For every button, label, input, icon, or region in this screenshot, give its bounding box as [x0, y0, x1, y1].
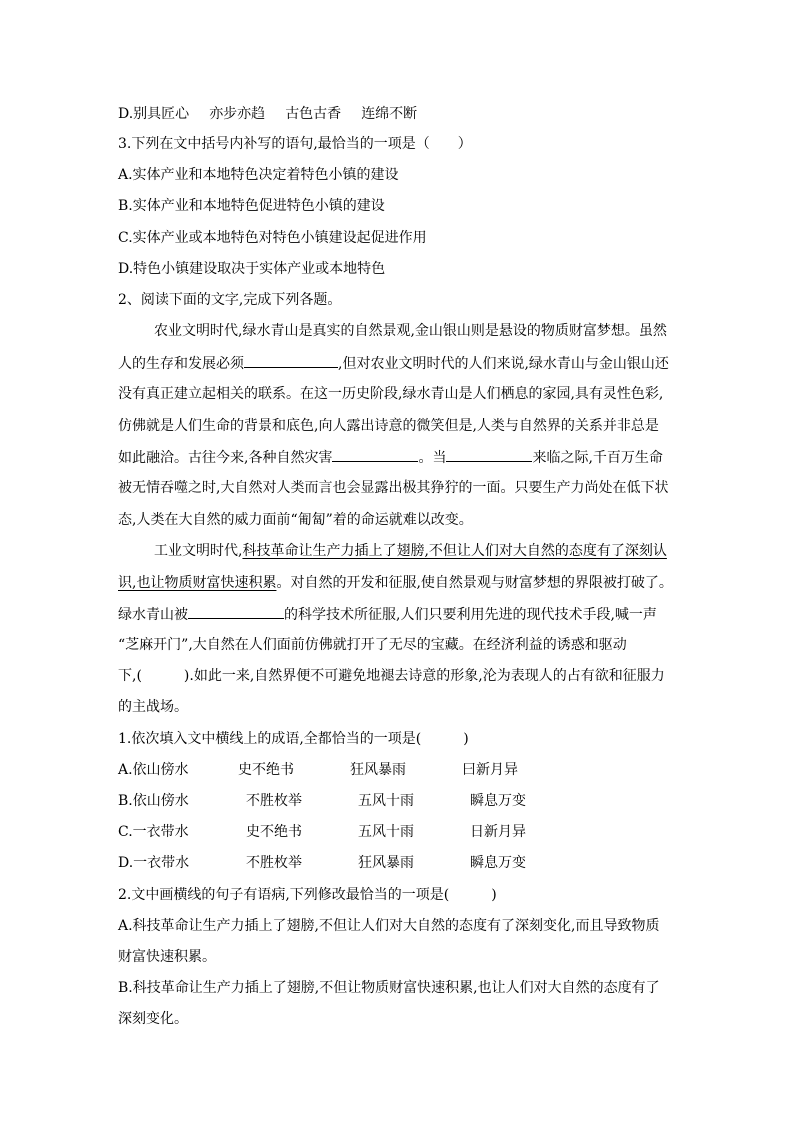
option-idiom: 瞬息万变 — [470, 855, 526, 871]
q1-option-b — [118, 791, 526, 811]
q2-option-b-line-2: 深刻变化。 — [118, 1011, 188, 1027]
q1-option-a — [118, 760, 518, 780]
option-d-2: 亦步亦趋 — [209, 106, 266, 122]
paragraph-2-line-5: 下,( ).如此一来,自然界便不可避免地褪去诗意的形象,沦为表现人的占有欲和征服力 — [118, 668, 665, 684]
paragraph-1-line-3: 没有真正建立起相关的联系。在这一历史阶段,绿水青山是人们栖息的家园,具有灵性色彩, — [118, 386, 664, 402]
text-segment: 人的生存和发展必须 — [118, 356, 244, 372]
q3-option-a: A.实体产业和本地特色决定着特色小镇的建设 — [118, 167, 399, 183]
paragraph-1-line-2 — [118, 353, 669, 374]
text-segment: 如此融洽。古往今来,各种自然灾害 — [118, 450, 333, 466]
text-segment: ,但对农业文明时代的人们来说,绿水青山与金山银山还 — [338, 356, 669, 372]
option-idiom: 曰新月异 — [462, 762, 518, 778]
q3-option-c: C.实体产业或本地特色对特色小镇建设起促进作用 — [118, 230, 427, 246]
option-idiom: 史不绝书 — [238, 762, 294, 778]
paragraph-1-line-4: 仿佛就是人们生命的背景和底色,向人露出诗意的微笑但是,人类与自然界的关系并非总是 — [118, 418, 659, 434]
paragraph-2-line-6: 的主战场。 — [118, 699, 188, 715]
paragraph-1-line-7: 态,人类在大自然的威力面前“匍匐”着的命运就难以改变。 — [118, 512, 473, 528]
paragraph-1-line-5 — [118, 447, 663, 468]
paragraph-1-line-1: 农业文明时代,绿水青山是真实的自然景观,金山银山则是悬设的物质财富梦想。虽然 — [154, 323, 667, 339]
text-segment: 来临之际,千百万生命 — [532, 450, 663, 466]
question-3: 3.下列在文中括号内补写的语句,最恰当的一项是（ ） — [118, 136, 472, 152]
option-idiom: C.一衣带水 — [118, 824, 189, 840]
option-idiom: B.依山傍水 — [118, 793, 189, 809]
question-2: 2.文中画横线的句子有语病,下列修改最恰当的一项是( ) — [118, 887, 497, 903]
option-idiom: 狂风暴雨 — [358, 855, 414, 871]
paragraph-2-line-1 — [154, 541, 667, 561]
option-idiom: 瞬息万变 — [470, 793, 526, 809]
option-idiom: 史不绝书 — [246, 824, 302, 840]
option-d-4: 连绵不断 — [361, 106, 418, 122]
text-segment: 。当 — [418, 450, 447, 466]
q2-option-b-line-1: B.科技革命让生产力插上了翅膀,不但让物质财富快速积累,也让人们对大自然的态度有了 — [118, 980, 660, 996]
option-idiom: A.依山傍水 — [118, 762, 189, 778]
option-idiom: 五风十雨 — [358, 824, 414, 840]
paragraph-2-line-2 — [118, 573, 673, 593]
option-idiom: 不胜枚举 — [246, 855, 302, 871]
q2-option-a-line-2: 财富快速积累。 — [118, 949, 216, 965]
option-line-d — [118, 104, 417, 124]
paragraph-2-line-3 — [118, 604, 657, 625]
section-2-heading: 2、阅读下面的文字,完成下列各题。 — [118, 292, 342, 308]
option-d-1: D.别具匠心 — [118, 106, 190, 122]
option-idiom: D.一衣带水 — [118, 855, 190, 871]
paragraph-2-line-4: “芝麻开门”,大自然在人们面前仿佛就打开了无尽的宝藏。在经济利益的诱惑和驱动 — [118, 637, 627, 653]
option-idiom: 五风十雨 — [358, 793, 414, 809]
q2-option-a-line-1: A.科技革命让生产力插上了翅膀,不但让人们对大自然的态度有了深刻变化,而且导致物质 — [118, 918, 660, 934]
text-segment: 的科学技术所征服,人们只要利用先进的现代技术手段,喊一声 — [284, 607, 657, 623]
text-segment: 。对自然的开发和征服,使自然景观与财富梦想的界限被打破了。 — [276, 575, 673, 591]
option-idiom: 日新月异 — [470, 824, 526, 840]
q3-option-d: D.特色小镇建设取决于实体产业或本地特色 — [118, 261, 386, 277]
text-segment: 绿水青山被 — [118, 607, 188, 623]
option-idiom: 不胜枚举 — [246, 793, 302, 809]
underlined-sentence: 识,也让物质财富快速积累 — [118, 575, 277, 591]
fill-blank-4 — [188, 604, 284, 619]
question-1: 1.依次填入文中横线上的成语,全都恰当的一项是( ) — [118, 731, 469, 747]
option-idiom: 狂风暴雨 — [350, 762, 406, 778]
fill-blank-3 — [446, 447, 532, 462]
option-d-3: 古色古香 — [285, 106, 342, 122]
q1-option-c — [118, 822, 526, 842]
q1-option-d — [118, 853, 526, 873]
underlined-sentence: 科技革命让生产力插上了翅膀,不但让人们对大自然的态度有了深刻认 — [242, 543, 667, 559]
text-segment: 工业文明时代, — [154, 543, 243, 559]
fill-blank-2 — [332, 447, 418, 462]
fill-blank-1 — [244, 353, 338, 368]
paragraph-1-line-6: 被无情吞噬之时,大自然对人类而言也会显露出极其狰狞的一面。只要生产力尚处在低下状 — [118, 480, 669, 496]
q3-option-b: B.实体产业和本地特色促进特色小镇的建设 — [118, 198, 385, 214]
